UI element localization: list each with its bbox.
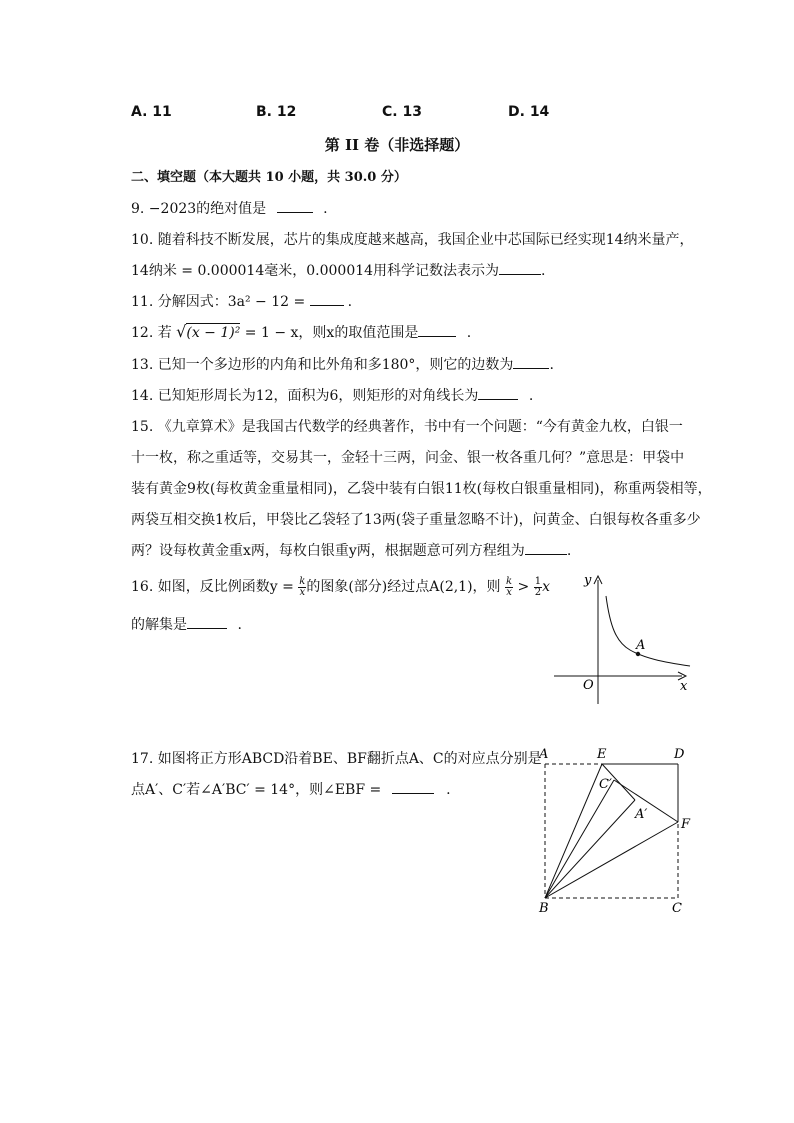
label-a-prime: A′ bbox=[635, 807, 648, 822]
inverse-function-graph bbox=[550, 566, 700, 708]
question-15-text: 两？设每枚黄金重x两，每枚白银重y两，根据题意可列方程组为 bbox=[131, 543, 525, 559]
answer-blank[interactable] bbox=[392, 781, 434, 794]
section-title: 第 II 卷（非选择题） bbox=[324, 136, 470, 154]
choice-b: B. 12 bbox=[256, 104, 297, 120]
question-14-text: 14. 已知矩形周长为12，面积为6，则矩形的对角线长为 bbox=[131, 388, 479, 404]
question-16-part2: 的图象(部分)经过点A(2,1)，则 bbox=[306, 579, 501, 595]
hyperbola-curve bbox=[606, 596, 690, 666]
question-15-line2: 十一枚，称之重适等，交易其一，金轻十三两，问金、银一枚各重几何？”意思是：甲袋中 bbox=[131, 450, 685, 466]
radical-icon: √ bbox=[176, 322, 187, 341]
fraction-k-over-x-2 bbox=[505, 577, 513, 598]
fold-line-bf bbox=[545, 822, 678, 898]
question-16-end: . bbox=[237, 617, 242, 633]
question-10-end: . bbox=[541, 263, 546, 279]
question-9-end: . bbox=[323, 201, 328, 217]
choice-d: D. 14 bbox=[508, 104, 550, 120]
y-axis-label: y bbox=[584, 573, 592, 588]
question-17-line1: 17. 如图将正方形ABCD沿着BE、BF翻折点A、C的对应点分别是 bbox=[131, 751, 542, 767]
question-9-text: 9. −2023的绝对值是 bbox=[131, 201, 267, 217]
label-b: B bbox=[539, 901, 549, 916]
question-13-text: 13. 已知一个多边形的内角和比外角和多180°，则它的边数为 bbox=[131, 357, 514, 373]
answer-blank[interactable] bbox=[187, 616, 227, 629]
label-c-prime: C′ bbox=[599, 777, 612, 792]
label-d: D bbox=[674, 747, 685, 762]
question-12 bbox=[131, 322, 471, 342]
question-11-text: 11. 分解因式：3a² − 12 = bbox=[131, 294, 306, 310]
question-11 bbox=[131, 291, 352, 311]
fraction-numerator: k bbox=[506, 575, 513, 587]
square-folding-figure bbox=[535, 742, 695, 917]
question-16-line1 bbox=[131, 576, 550, 598]
question-10-text: 14纳米 = 0.000014毫米，0.000014用科学记数法表示为 bbox=[131, 263, 500, 279]
label-a: A bbox=[539, 747, 549, 762]
point-a-label: A bbox=[636, 638, 646, 653]
question-16-text: 的解集是 bbox=[131, 617, 187, 633]
choice-a: A. 11 bbox=[131, 104, 172, 120]
answer-blank[interactable] bbox=[418, 324, 456, 337]
radicand: (x − 1)² bbox=[186, 325, 241, 341]
question-14 bbox=[131, 385, 533, 405]
section-header: 二、填空题（本大题共 10 小题，共 30.0 分） bbox=[131, 170, 407, 185]
origin-label: O bbox=[583, 678, 594, 693]
question-16-line2 bbox=[131, 614, 242, 634]
greater-than: > bbox=[517, 579, 530, 595]
answer-blank[interactable] bbox=[499, 262, 541, 275]
question-10-line1: 10. 随着科技不断发展，芯片的集成度越来越高，我国企业中芯国际已经实现14纳米量产， bbox=[131, 232, 694, 248]
fraction-numerator: 1 bbox=[534, 575, 542, 587]
x-axis-label: x bbox=[680, 679, 688, 694]
fraction-denominator: x bbox=[299, 586, 306, 598]
fold-line-be bbox=[545, 764, 602, 898]
question-13 bbox=[131, 354, 554, 374]
question-15-line5 bbox=[131, 540, 571, 560]
label-e: E bbox=[597, 747, 607, 762]
answer-blank[interactable] bbox=[478, 387, 518, 400]
question-14-end: . bbox=[528, 388, 534, 404]
question-10-line2 bbox=[131, 260, 546, 280]
label-f: F bbox=[681, 817, 691, 832]
variable-x: x bbox=[542, 579, 550, 595]
question-12-prefix: 12. 若 bbox=[131, 325, 172, 341]
question-15-line3: 装有黄金9枚(每枚黄金重量相同)，乙袋中装有白银11枚(每枚白银重量相同)，称重两袋相等， bbox=[131, 481, 712, 497]
answer-blank[interactable] bbox=[310, 293, 344, 306]
question-15-line1: 15. 《九章算术》是我国古代数学的经典著作，书中有一个问题：“今有黄金九枚，白银一 bbox=[131, 419, 683, 435]
question-12-mid: = 1 − x，则x的取值范围是 bbox=[240, 325, 419, 341]
question-17-text: 点A′、C′若∠A′BC′ = 14°，则∠EBF = bbox=[131, 782, 382, 798]
answer-blank[interactable] bbox=[525, 542, 567, 555]
question-12-end: . bbox=[466, 325, 472, 341]
fraction-denominator: x bbox=[506, 586, 512, 598]
answer-blank[interactable] bbox=[513, 356, 549, 369]
question-16-part1: 16. 如图，反比例函数y = bbox=[131, 579, 299, 595]
label-c: C bbox=[672, 901, 682, 916]
segment-bc-prime bbox=[545, 780, 614, 898]
question-17-line2 bbox=[131, 779, 451, 799]
question-13-end: . bbox=[549, 357, 554, 373]
question-17-end: . bbox=[446, 782, 451, 798]
choice-c: C. 13 bbox=[382, 104, 422, 120]
question-15-end: . bbox=[566, 543, 572, 559]
fraction-one-half bbox=[534, 577, 542, 598]
fraction-denominator: 2 bbox=[534, 586, 542, 598]
answer-blank[interactable] bbox=[277, 200, 313, 213]
segment-ba-prime bbox=[545, 800, 635, 898]
question-11-end: . bbox=[347, 294, 353, 310]
fraction-numerator: k bbox=[299, 575, 306, 587]
question-15-line4: 两袋互相交换1枚后，甲袋比乙袋轻了13两(袋子重量忽略不计)，问黄金、白银每枚各重多少 bbox=[131, 512, 701, 528]
question-9 bbox=[131, 198, 328, 218]
